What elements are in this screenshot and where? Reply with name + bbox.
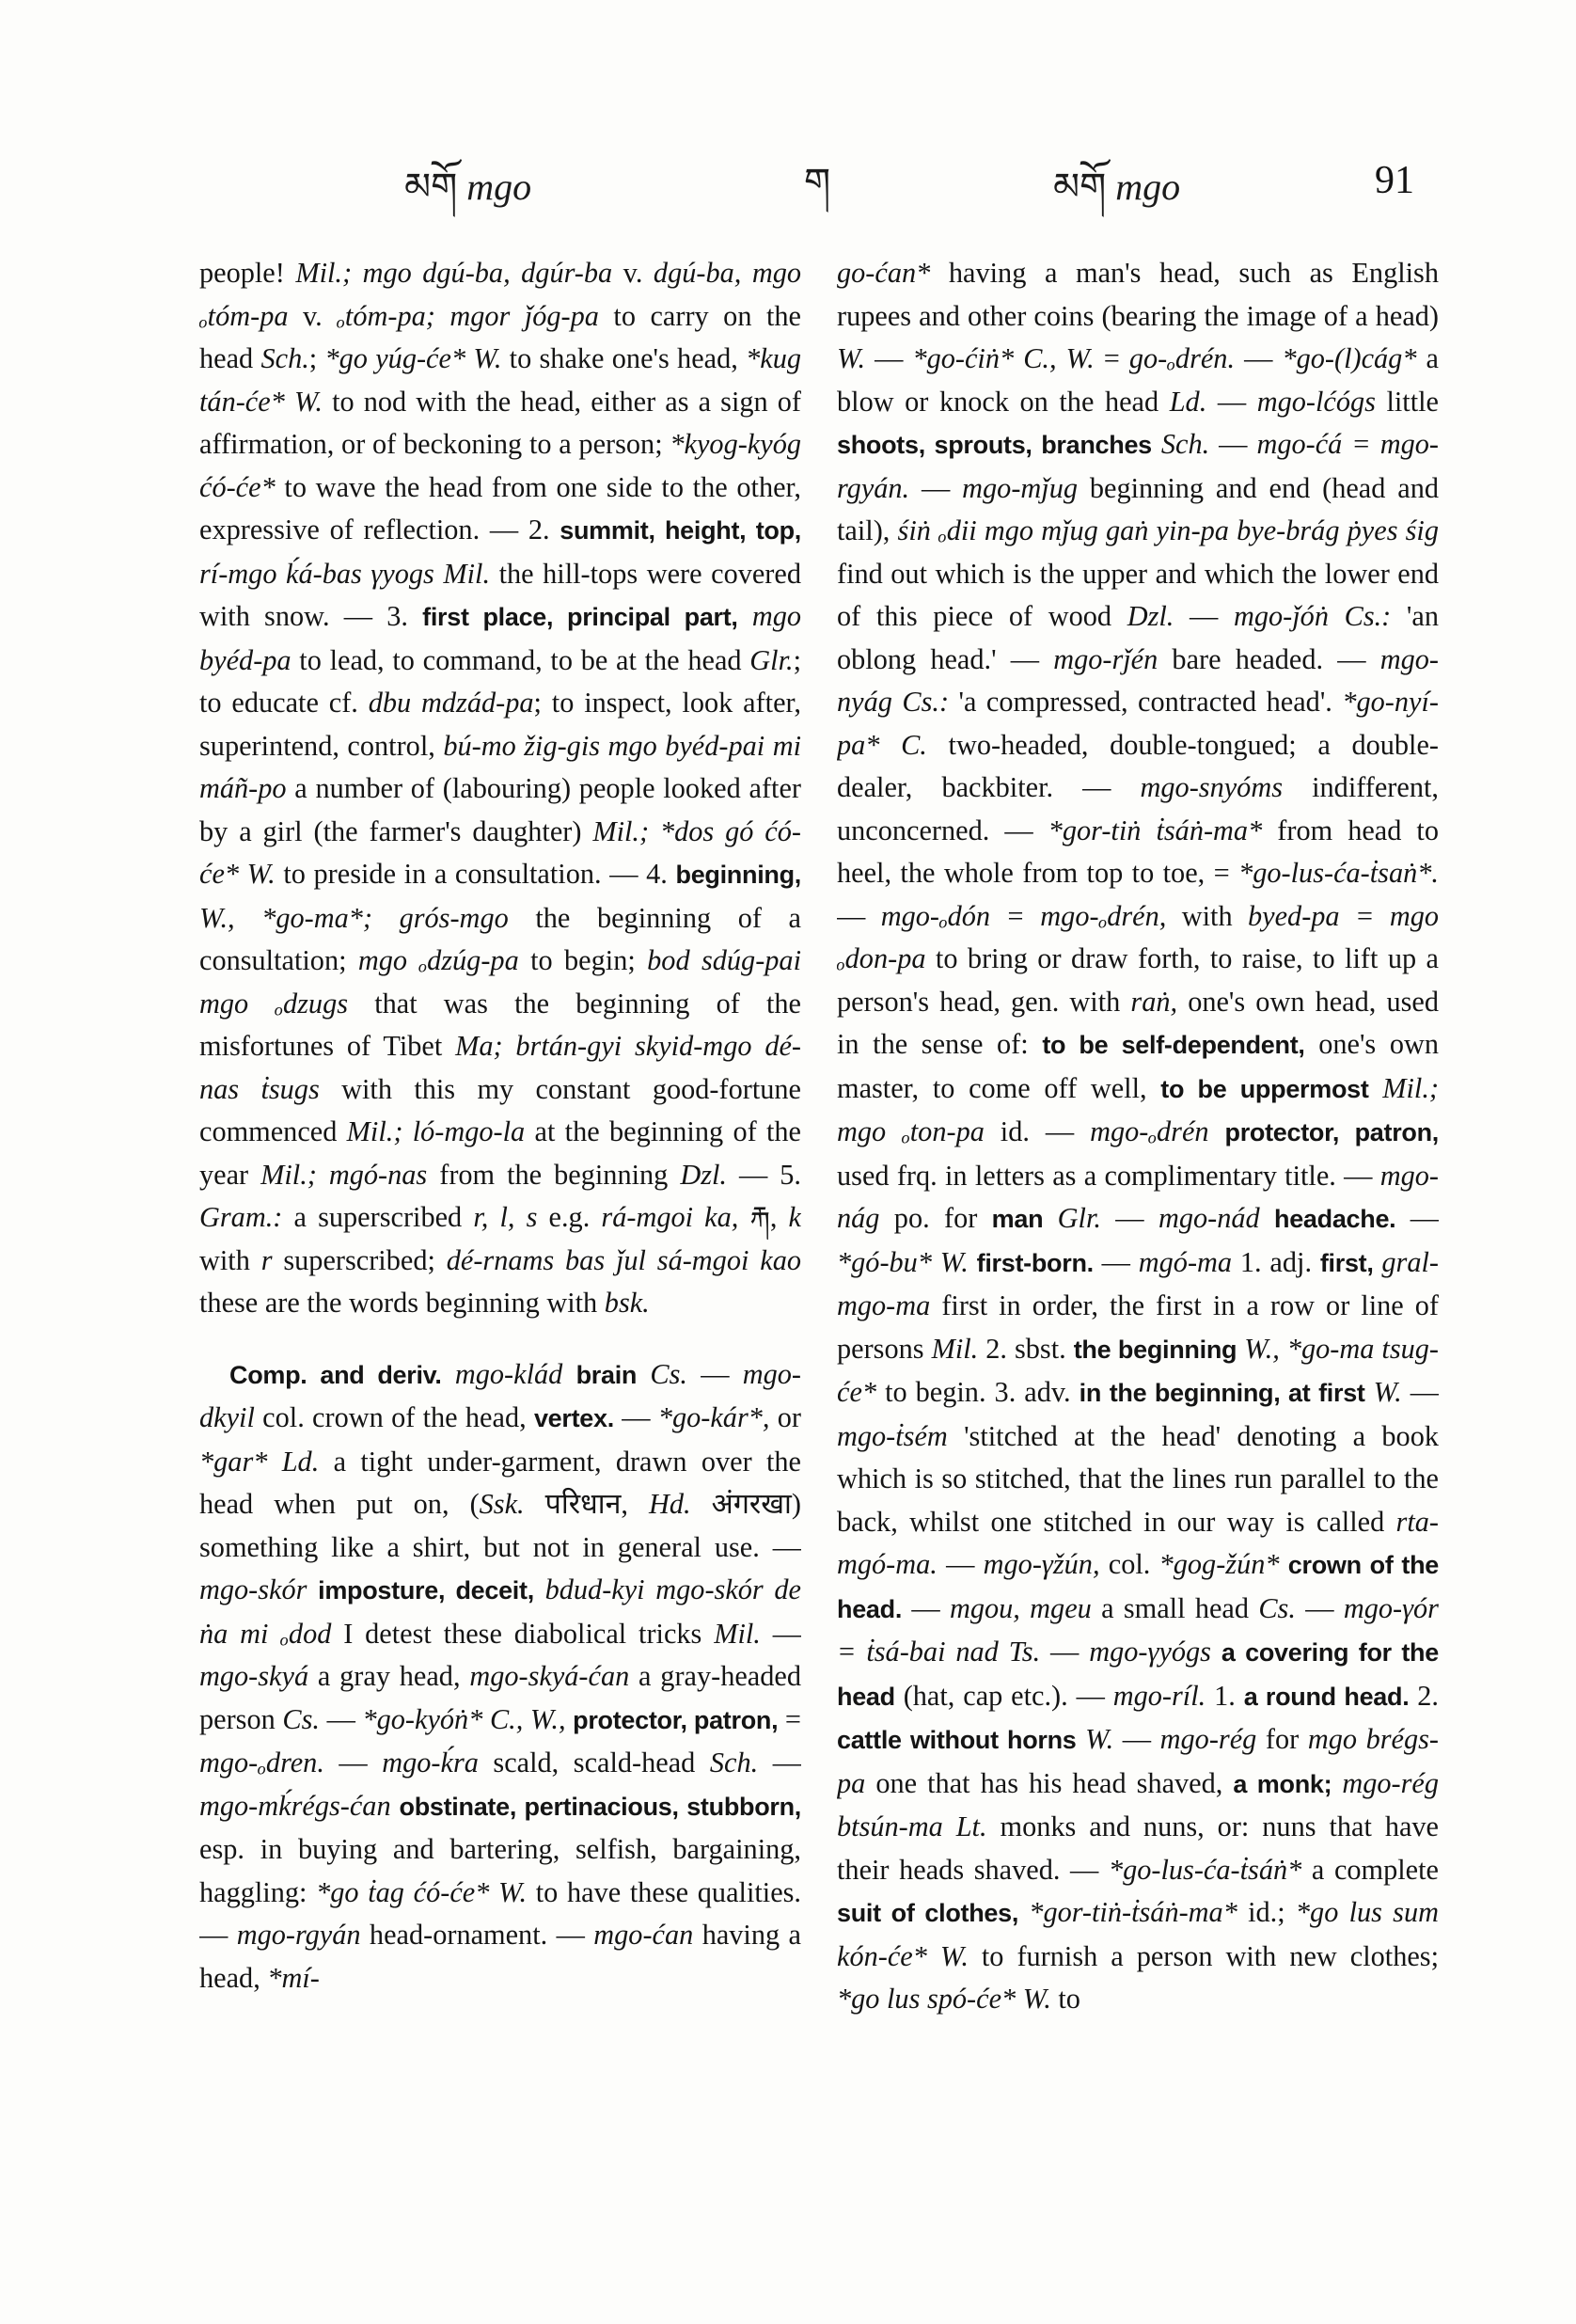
gloss-text: shoots, sprouts, branches [837,431,1152,459]
text-run: esp. in buying and bartering, selfish, bargaining, haggling: [199,1833,801,1908]
text-run: — [760,1617,801,1650]
text-run: one that has his head shaved, [865,1766,1234,1799]
tibetan-term: *go-lus-ća-ṫsáṅ* [1108,1853,1302,1886]
text-run: to [1050,1983,1080,2015]
text-run: 'an oblong head.' — [837,600,1439,675]
text-run: 2. sbst. [978,1332,1074,1365]
text-run [307,1573,318,1605]
text-run: people! [199,257,296,289]
text-run: = [1094,342,1129,374]
text-run: — [865,342,913,374]
tibetan-term: *gó-bu* W. [837,1245,969,1278]
tibetan-term: mgo-ǰóṅ Cs.: [1233,600,1392,632]
tibetan-term: Gram.: [199,1201,283,1233]
gloss-text: imposture, deceit, [318,1576,534,1605]
text-run: from head to heel, the whole from top to toe, = [837,814,1439,889]
tibetan-term: r, l, s [473,1201,538,1233]
tibetan-term: *mí- [267,1961,320,1994]
tibetan-term: Sch. [1160,428,1210,460]
text-run: a blow or knock on the head [837,342,1439,418]
text-run: to begin. 3. adv. [876,1376,1080,1408]
text-run [562,1358,575,1390]
tibetan-term: *go-kyóṅ* C., W., [362,1702,566,1735]
tibetan-term: mgo-ₒdren. [199,1747,324,1779]
text-run: head-ornament. — [360,1919,594,1951]
text-run: or [769,1401,801,1433]
gloss-text: beginning, [675,861,801,889]
text-run: to carry on the head [199,299,801,374]
left-column [199,252,801,2227]
tibetan-term: *go-lus-ća-ṫsaṅ*. [1238,857,1439,889]
tibetan-term: bú-mo žig-gis mgo byéd-pai mi máñ-po [199,729,801,804]
text-run: having a man's head, such as English rupees and other coins (bearing the image of a head) [837,257,1439,332]
tibetan-term: mgo-ríl. [1112,1679,1206,1712]
tibetan-term: mgo-ṫsém [837,1419,948,1452]
entry-paragraph [837,252,1439,2021]
text-run: = [778,1702,801,1735]
text-run [1152,428,1161,460]
tibetan-term: Mil. [931,1332,979,1365]
tibetan-term: r [260,1243,273,1276]
text-run: indifferent, unconcerned. — [837,771,1439,846]
tibetan-term: mgo-ḱra [382,1747,479,1779]
tibetan-term: Dzl. [1127,600,1174,632]
text-run: — [613,1401,658,1433]
tibetan-term: *gor-tiṅ-ṫsáṅ-ma* [1029,1896,1237,1928]
text-run: — [1174,600,1234,632]
tibetan-term: mgo-lćógs [1256,385,1376,418]
text-run [391,1790,400,1822]
text-run: a tight under-garment, drawn over the head when put on, ( [199,1445,801,1520]
text-run: 1. [1206,1679,1244,1712]
text-run: — [1093,1245,1139,1278]
tibetan-term: mgo-klád [454,1357,563,1390]
text-run: that was the beginning of the misfortunes of Tibet [199,987,801,1062]
running-head-right [1053,165,1180,210]
text-run: ; to inspect, look after, superintend, control, [199,687,801,762]
text-run [566,1703,574,1735]
text-run: the hill-tops were covered with snow. — 3. [199,557,801,632]
text-run: རྐ, [738,1201,789,1233]
text-run: — [1209,428,1257,460]
text-run: a small head [1091,1591,1259,1624]
tibetan-term: *gor-tiṅ ṫsáṅ-ma* [1048,814,1263,846]
text-run: with [1166,899,1248,932]
tibetan-term: mgo-rég btsún-ma Lt. [837,1766,1439,1842]
gloss-text: a covering for the head [837,1638,1439,1711]
text-run: — [937,1548,984,1580]
gloss-text: protector, patron, [1224,1118,1439,1146]
tibetan-term: mgo byéd-pa [199,600,801,676]
tibetan-term: mgo-rég [1159,1723,1257,1755]
text-run [738,600,752,632]
text-run: for [1256,1723,1308,1755]
tibetan-term: mgo-ₒdrén [1090,1115,1209,1147]
text-run: — [686,1357,743,1390]
running-head-right-tibetan: མགོ [1053,166,1107,208]
tibetan-term: mgo-skyá-ćan [469,1660,630,1692]
tibetan-term: Mil. [714,1617,761,1650]
tibetan-term: Mil.; *dos gó ćó-će* W. [199,814,801,890]
tibetan-term: *go-(l)cág* [1282,342,1417,374]
tibetan-term: dgú-ba, mgo ₒtóm-pa [199,257,801,332]
text-run: one's own head, used in the sense of: [837,985,1439,1060]
text-run: bare headed. — [1158,642,1380,675]
tibetan-term: mgo brégs-pa [837,1723,1439,1799]
tibetan-term: *go-kár*, [657,1401,770,1433]
text-run: परिधान, [524,1488,650,1520]
tibetan-term: mgo-ćan [593,1919,694,1951]
gloss-text: brain [575,1360,638,1389]
tibetan-term: mgó-ma [1138,1245,1233,1278]
text-run: — [319,1702,363,1735]
tibetan-term: mgou, mgeu [949,1591,1092,1624]
text-run: used frq. in letters as a complimentary title. — [837,1159,1380,1192]
text-run [969,1246,977,1278]
text-run: little [1375,385,1439,418]
text-run: a complete [1301,1853,1439,1886]
tibetan-term: raṅ, [1130,985,1178,1018]
text-run [1043,1202,1057,1234]
tibetan-term: *gar* Ld. [199,1445,320,1478]
tibetan-term: mgo-γyógs [1089,1636,1211,1668]
text-run [1332,1767,1342,1799]
page-number: 91 [1375,159,1414,202]
text-run: — [902,1591,950,1624]
tibetan-term: mgo-snyóms [1140,771,1284,803]
text-run: a gray head, [308,1660,470,1692]
tibetan-term: W. [1373,1376,1402,1408]
right-column [837,252,1439,2227]
text-run: id.; [1237,1896,1296,1928]
gloss-text: a monk; [1233,1769,1332,1798]
tibetan-term: *kyog-kyóg ćó-će* [199,428,801,503]
gloss-text: in the beginning, at first [1079,1379,1365,1407]
tibetan-term: bsk. [604,1287,650,1319]
text-run: — [1113,1723,1160,1755]
text-run: scald, scald-head [478,1747,710,1779]
text-run: with this my constant good-fortune commenced [199,1072,801,1147]
text-run: I detest these diabolical tricks [331,1617,715,1650]
gloss-text: summit, height, top, [559,516,801,545]
gloss-text: a round head. [1243,1682,1410,1711]
gloss-text: vertex. [533,1404,614,1432]
text-run: — [323,1747,383,1779]
text-run: 1. adj. [1232,1245,1320,1278]
text-run: having a head, [199,1919,801,1994]
tibetan-term: k [788,1201,801,1233]
text-run [1077,1723,1086,1755]
text-run: to wave the head from one side to the other, expressive of reflection. — 2. [199,470,801,545]
tibetan-term: rá-mgoi ka, [601,1201,739,1233]
text-run: to shake one's head, [501,342,747,374]
text-run: the beginning of a consultation; [199,901,801,976]
text-run: col. [1099,1548,1159,1580]
text-run: two-headed, double-tongued; a double-dealer, backbiter. — [837,728,1439,803]
text-run: to lead, to command, to be at the head [291,643,750,676]
tibetan-term: rta-mgó-ma. [837,1505,1439,1580]
tibetan-term: mgo ₒdzúg-pa [357,944,519,976]
text-run: to begin; [518,944,648,976]
running-head-left [404,165,531,210]
tibetan-term: *go lus sum kón-će* W. [837,1896,1439,1972]
text-run: first in order, the first in a row or line of persons [837,1289,1439,1365]
text-run [637,1358,650,1390]
text-run [1260,1202,1274,1234]
tibetan-term: bod sdúg-pai mgo ₒdzugs [199,944,801,1020]
tibetan-term: dé-rnams bas ǰul sá-mgoi kao [446,1243,801,1276]
text-run: — [1295,1591,1344,1624]
running-head-left-tibetan: མགོ [404,166,458,208]
running-head-right-word: mgo [1115,166,1181,208]
gloss-text: the beginning [1073,1335,1237,1364]
tibetan-term: Mil.; mgó-nas [260,1158,428,1191]
text-run: ; [308,342,325,374]
tibetan-term: mgo-skór [199,1573,307,1605]
gloss-text: first-born. [976,1248,1094,1277]
text-run: — [837,899,881,932]
gloss-text: cattle without horns [837,1726,1077,1754]
running-head-left-word: mgo [466,166,532,208]
tibetan-term: Glr. [1057,1202,1101,1234]
text-run: with [199,1243,261,1276]
text-run: v. [288,299,338,332]
text-run: ; to educate cf. [199,643,801,719]
text-run: e.g. [537,1201,602,1233]
text-run: these are the words beginning with [199,1287,605,1319]
text-run: to furnish a person with new clothes; [968,1939,1439,1972]
tibetan-term: *go ṫag ćó-će* W. [316,1875,528,1908]
text-run: a number of (labouring) people looked after by a girl (the farmer's daughter) [199,772,801,847]
tibetan-term: dbu mdzád-pa [368,687,534,719]
gloss-text: suit of clothes, [837,1899,1019,1927]
tibetan-term: Glr. [749,643,794,676]
text-run: 2. [1409,1679,1439,1712]
gloss-text: first, [1319,1248,1374,1277]
tibetan-term: *go-nyí-pa* C. [837,686,1439,761]
gloss-text: to be self-dependent, [1042,1031,1305,1059]
tibetan-term: *gog-žún* [1158,1548,1280,1580]
gloss-text: first place, principal part, [422,603,738,631]
text-run: — [1040,1636,1090,1668]
text-run: v. [612,257,654,289]
tibetan-term: W. [837,342,866,374]
tibetan-term: *go lus spó-će* W. [837,1983,1051,2015]
text-run: a gray-headed person [199,1660,801,1735]
text-run: (hat, cap etc.). — [894,1679,1113,1712]
text-run: — [758,1747,801,1779]
tibetan-term: mgo-ₒdón = mgo-ₒdrén, [880,899,1167,932]
text-run [442,1358,455,1390]
tibetan-term: go-ćan* [837,257,931,289]
text-run: — [1395,1202,1439,1234]
tibetan-term: śiṅ ₒdii mgo mǰug gaṅ yin-pa bye-brág ṗyes śig [897,514,1439,546]
tibetan-term: mgo-rgyán [236,1919,361,1951]
text-run: find out which is the upper and which the lower end of this piece of wood [837,557,1439,632]
tibetan-term: Cs. [1258,1591,1296,1624]
gloss-text: protector, patron, [573,1705,779,1734]
tibetan-term: W., *go-ma*; grós-mgo [199,901,509,934]
tibetan-term: mgo-ćá = mgo-rgyán. [837,428,1439,504]
tibetan-term: Cs. [650,1357,687,1390]
tibetan-term: Sch. [260,342,309,374]
text-run [1365,1376,1374,1408]
text-run: 'a compressed, contracted head'. [949,686,1343,718]
tibetan-term: Sch. [709,1747,759,1779]
tibetan-term: Ma; brtán-gyi skyid-mgo dé-nas ṫsugs [199,1030,801,1105]
text-run: — [1206,385,1257,418]
text-run: to bring or draw forth, to raise, to lift up a person's head, gen. with [837,942,1439,1018]
text-run: — [1100,1202,1158,1234]
tibetan-term: *go yúg-će* W. [324,342,502,374]
text-run: a superscribed [282,1201,474,1233]
text-run: beginning and end (head and tail), [837,471,1439,546]
gloss-text: man [991,1205,1044,1233]
tibetan-term: mgo-γór = ṫsá-bai nad Ts. [837,1591,1439,1668]
text-run: po. for [879,1202,992,1234]
text-run: superscribed; [272,1243,447,1276]
text-run [1280,1548,1288,1580]
tibetan-term: mgo-nyág Cs.: [837,642,1439,718]
tibetan-term: mgo-mǰug [962,471,1079,504]
tibetan-term: Mil.; mgo ₒton-pa [837,1071,1439,1147]
tibetan-term: mgo-dkyil [199,1357,801,1433]
text-run: — [1235,342,1283,374]
gloss-text: to be uppermost [1160,1074,1369,1103]
text-run [1211,1636,1221,1668]
text-run [1369,1072,1383,1104]
gloss-text: obstinate, pertinacious, stubborn, [399,1792,801,1821]
text-run: id. — [984,1115,1091,1147]
tibetan-term: go-ₒdrén. [1128,342,1236,374]
tibetan-term: mgo-nád [1158,1202,1260,1234]
text-run: 'stitched at the head' denoting a book which is so stitched, that the lines run parallel to the back, whilst one stitched in our way is called [837,1419,1439,1538]
tibetan-term: Cs. [282,1702,320,1735]
text-run [534,1573,545,1605]
tibetan-term: bdud-kyi mgo-skór de ṅa mi ₒdod [199,1573,801,1650]
text-run [1018,1896,1029,1928]
text-run: — 5. [726,1158,801,1191]
tibetan-term: mgo-rǰén [1053,642,1158,675]
gloss-text: crown of the head. [837,1551,1439,1623]
tibetan-term: Hd. [649,1488,691,1520]
gloss-text: headache. [1274,1205,1396,1233]
tibetan-term: rí-mgo ḱá-bas γyogs Mil. [199,557,491,590]
text-run: — [1401,1376,1439,1408]
text-run: अंगरखा) something like a shirt, but not in general use. — [199,1488,801,1563]
entry-paragraph [199,1353,801,2000]
text-run: monks and nuns, or: nuns that have their heads shaved. — [837,1810,1439,1886]
tibetan-term: mgo-mḱrégs-ćan [199,1789,391,1822]
tibetan-term: *go-ćiṅ* C., W. [912,342,1095,374]
tibetan-term: mgo-γžún, [983,1548,1100,1580]
text-run: from the beginning [427,1158,681,1191]
tibetan-term: W., *go-ma tsug-će* [837,1332,1439,1408]
text-run: at the beginning of the year [199,1115,801,1191]
tibetan-term: Ssk. [479,1488,525,1520]
text-run: to preside in a consultation. — 4. [275,858,676,890]
tibetan-term: mgo-nág [837,1159,1439,1234]
text-run: — [909,471,963,504]
section-letter: ག [804,161,831,203]
tibetan-term: Mil.; mgo dgú-ba, dgúr-ba [295,257,613,289]
tibetan-term: gral-mgo-ma [837,1245,1439,1321]
text-run: to have these qualities. — [199,1875,801,1951]
gloss-text: Comp. and deriv. [229,1360,442,1389]
tibetan-term: W. [1085,1723,1114,1755]
tibetan-term: ₒtóm-pa; mgor ǰóg-pa [337,299,599,332]
tibetan-term: Ld. [1169,385,1207,418]
tibetan-term: mgo-skyá [199,1660,309,1692]
text-run: col. crown of the head, [254,1401,534,1433]
tibetan-term: Mil.; ló-mgo-la [346,1115,526,1147]
text-run: one's own master, to come off well, [837,1028,1439,1104]
tibetan-term: Dzl. [680,1158,727,1191]
text-run [1209,1115,1225,1147]
tibetan-term: byed-pa = mgo ₒdon-pa [837,899,1439,974]
text-run: to nod with the head, either as a sign of affirmation, or of beckoning to a person; [199,385,801,460]
tibetan-term: *kug tán-će* W. [199,342,801,418]
entry-paragraph [199,252,801,1325]
